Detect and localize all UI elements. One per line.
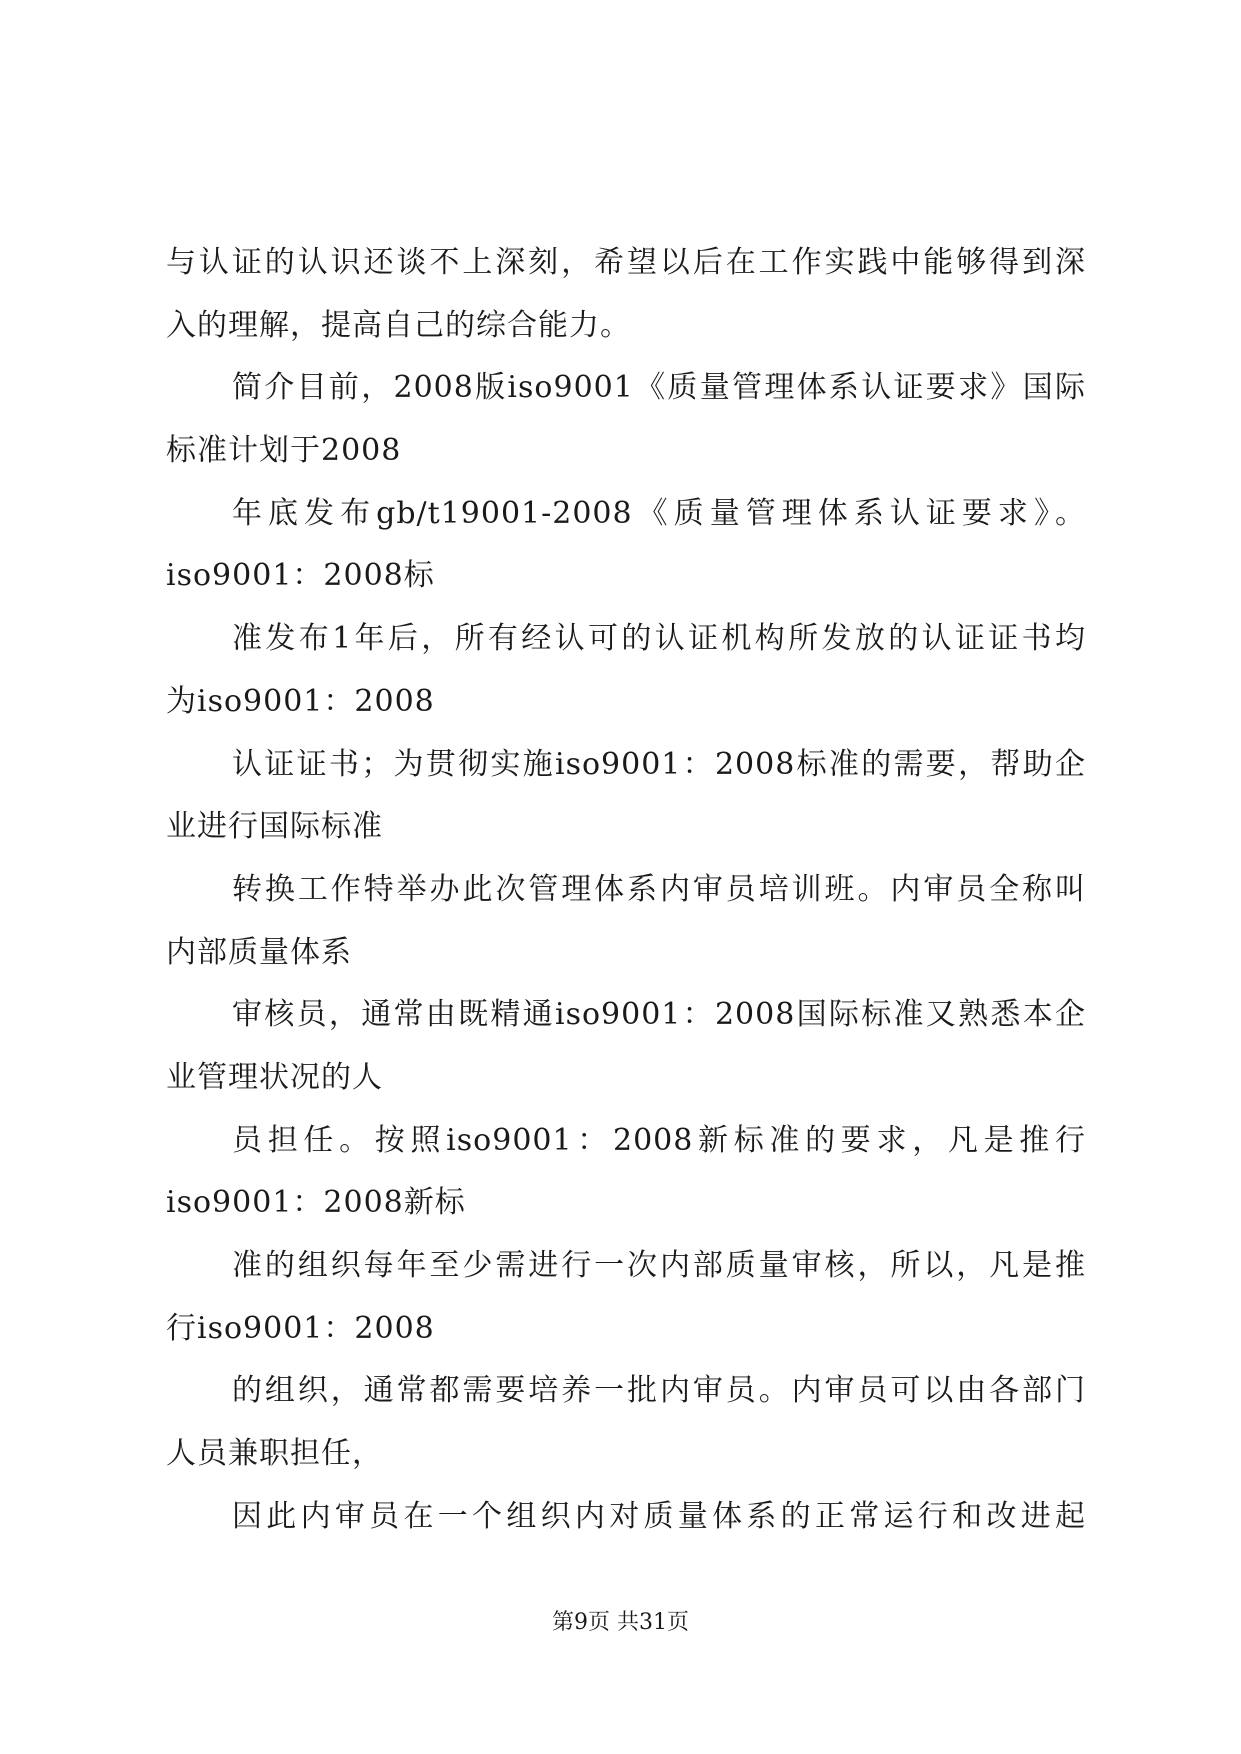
text-line: 标准计划于2008 [166, 433, 402, 469]
paragraph-first-line: 年底发布gb/t19001-2008《质量管理体系认证要求》。 [232, 495, 1086, 531]
text-line: 入的理解，提高自己的综合能力。 [166, 307, 631, 343]
paragraph-first-line: 因此内审员在一个组织内对质量体系的正常运行和改进起 [232, 1498, 1086, 1534]
text-line: 与认证的认识还谈不上深刻，希望以后在工作实践中能够得到深 [166, 245, 1086, 280]
body-text [166, 232, 1086, 1548]
text-line: 内部质量体系 [166, 934, 352, 970]
text-line: 人员兼职担任， [166, 1436, 383, 1472]
page-number-footer: 第9页 共31页 [552, 1610, 689, 1635]
paragraph-first-line: 的组织，通常都需要培养一批内审员。内审员可以由各部门 [232, 1373, 1086, 1409]
text-line: iso9001：2008标 [166, 558, 435, 594]
text-line: 行iso9001：2008 [166, 1310, 435, 1346]
text-line: 业管理状况的人 [166, 1059, 383, 1095]
paragraph-first-line: 转换工作特举办此次管理体系内审员培训班。内审员全称叫 [232, 871, 1086, 907]
paragraph-first-line: 准的组织每年至少需进行一次内部质量审核，所以，凡是推 [232, 1248, 1086, 1283]
text-line: 为iso9001：2008 [166, 683, 435, 719]
paragraph-first-line: 准发布1年后，所有经认可的认证机构所发放的认证证书均 [232, 621, 1086, 657]
paragraph-first-line: 员担任。按照iso9001：2008新标准的要求，凡是推行 [232, 1122, 1086, 1158]
paragraph-first-line: 认证证书；为贯彻实施iso9001：2008标准的需要，帮助企 [232, 746, 1086, 782]
text-line: iso9001：2008新标 [166, 1185, 466, 1221]
paragraph-first-line: 简介目前，2008版iso9001《质量管理体系认证要求》国际 [232, 370, 1086, 406]
paragraph-first-line: 审核员，通常由既精通iso9001：2008国际标准又熟悉本企 [232, 997, 1086, 1033]
text-line: 业进行国际标准 [166, 809, 383, 845]
